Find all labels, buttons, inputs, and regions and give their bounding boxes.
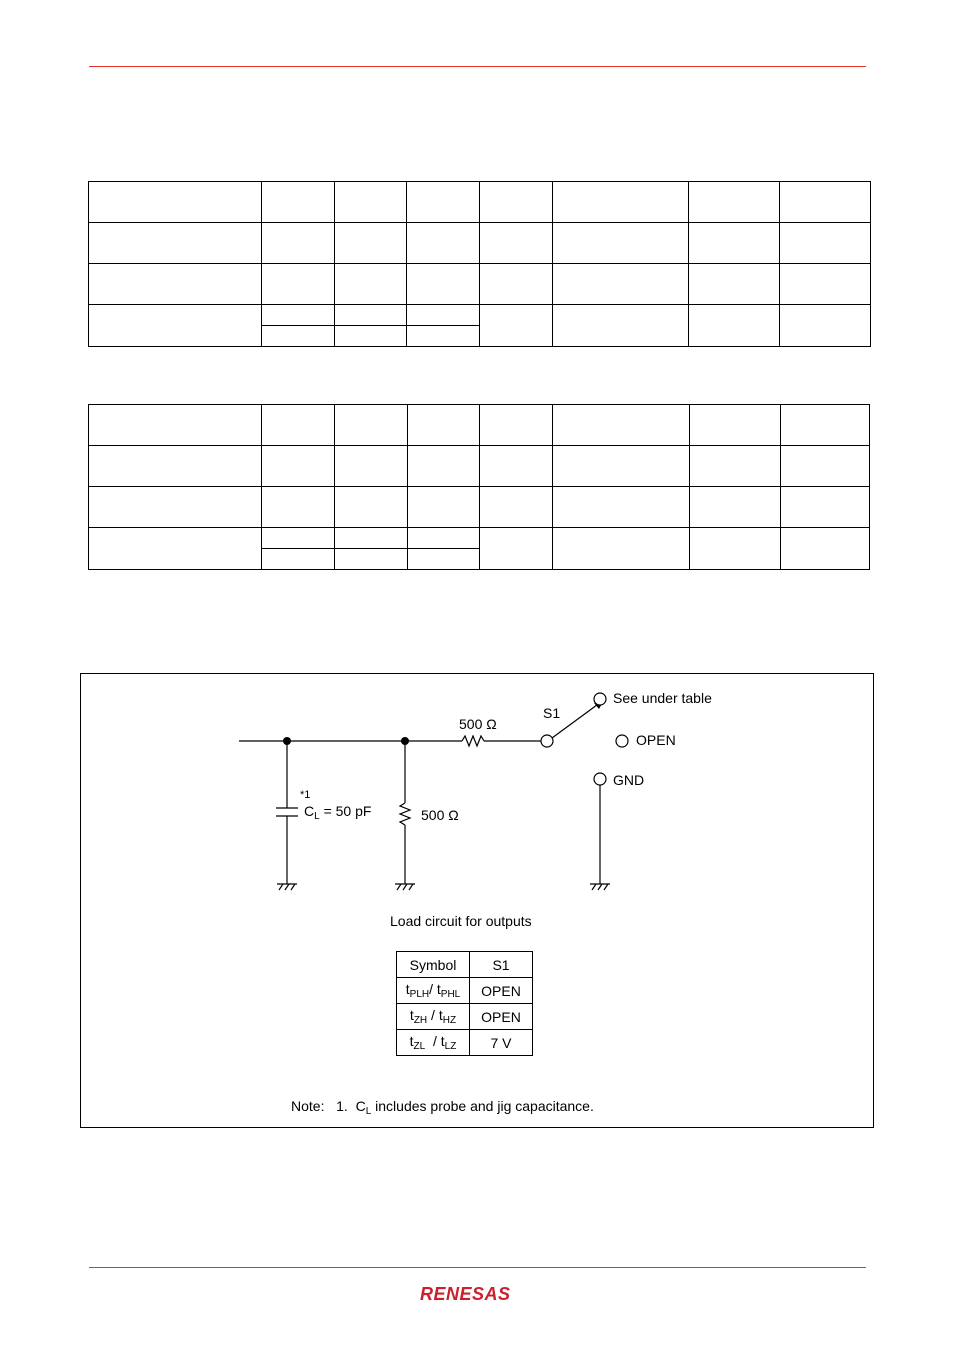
- switch-table-symbol: $t_{ZH} / t_{HZ}$: [397, 1004, 470, 1030]
- series-resistor-label: 500 Ω: [459, 716, 497, 732]
- terminal-open-icon: [616, 735, 628, 747]
- switch-table-header-s1: S1: [470, 952, 533, 978]
- junction-dot: [401, 737, 409, 745]
- ground-icon: [277, 884, 297, 890]
- switch-pivot: [541, 735, 553, 747]
- switch-table-header-symbol: Symbol: [397, 952, 470, 978]
- shunt-resistor-label: 500 Ω: [421, 807, 459, 823]
- switch-table-symbol: $t_{ZL} / t_{LZ}$: [397, 1030, 470, 1056]
- terminal-gnd-icon: [594, 773, 606, 785]
- series-resistor-icon: [462, 736, 484, 746]
- terminal-gnd-label: GND: [613, 772, 645, 788]
- capacitor-footnote: *1: [300, 789, 311, 801]
- switch-table-value: 7 V: [470, 1030, 533, 1056]
- switch-table-value: OPEN: [470, 978, 533, 1004]
- terminal-top-label: See under table: [613, 690, 712, 706]
- figure-caption: Load circuit for outputs: [390, 913, 532, 929]
- ground-icon: [590, 884, 610, 890]
- switch-table-value: OPEN: [470, 1004, 533, 1030]
- renesas-logo: RENESAS: [420, 1284, 511, 1304]
- shunt-resistor-icon: [400, 803, 410, 825]
- switch-label: S1: [543, 705, 561, 721]
- switch-table-symbol: $t_{PLH}/$ $t_{PHL}$: [397, 978, 470, 1004]
- capacitor-label: $C_L = 50$ pF: [304, 803, 372, 822]
- footer-rule: [89, 1267, 866, 1268]
- junction-dot: [283, 737, 291, 745]
- terminal-top-icon: [594, 693, 606, 705]
- figure-note: Note: 1. $C_L$ includes probe and jig capacitance.: [291, 1098, 594, 1117]
- terminal-open-label: OPEN: [636, 732, 676, 748]
- switch-table: [396, 951, 533, 1056]
- ground-icon: [395, 884, 415, 890]
